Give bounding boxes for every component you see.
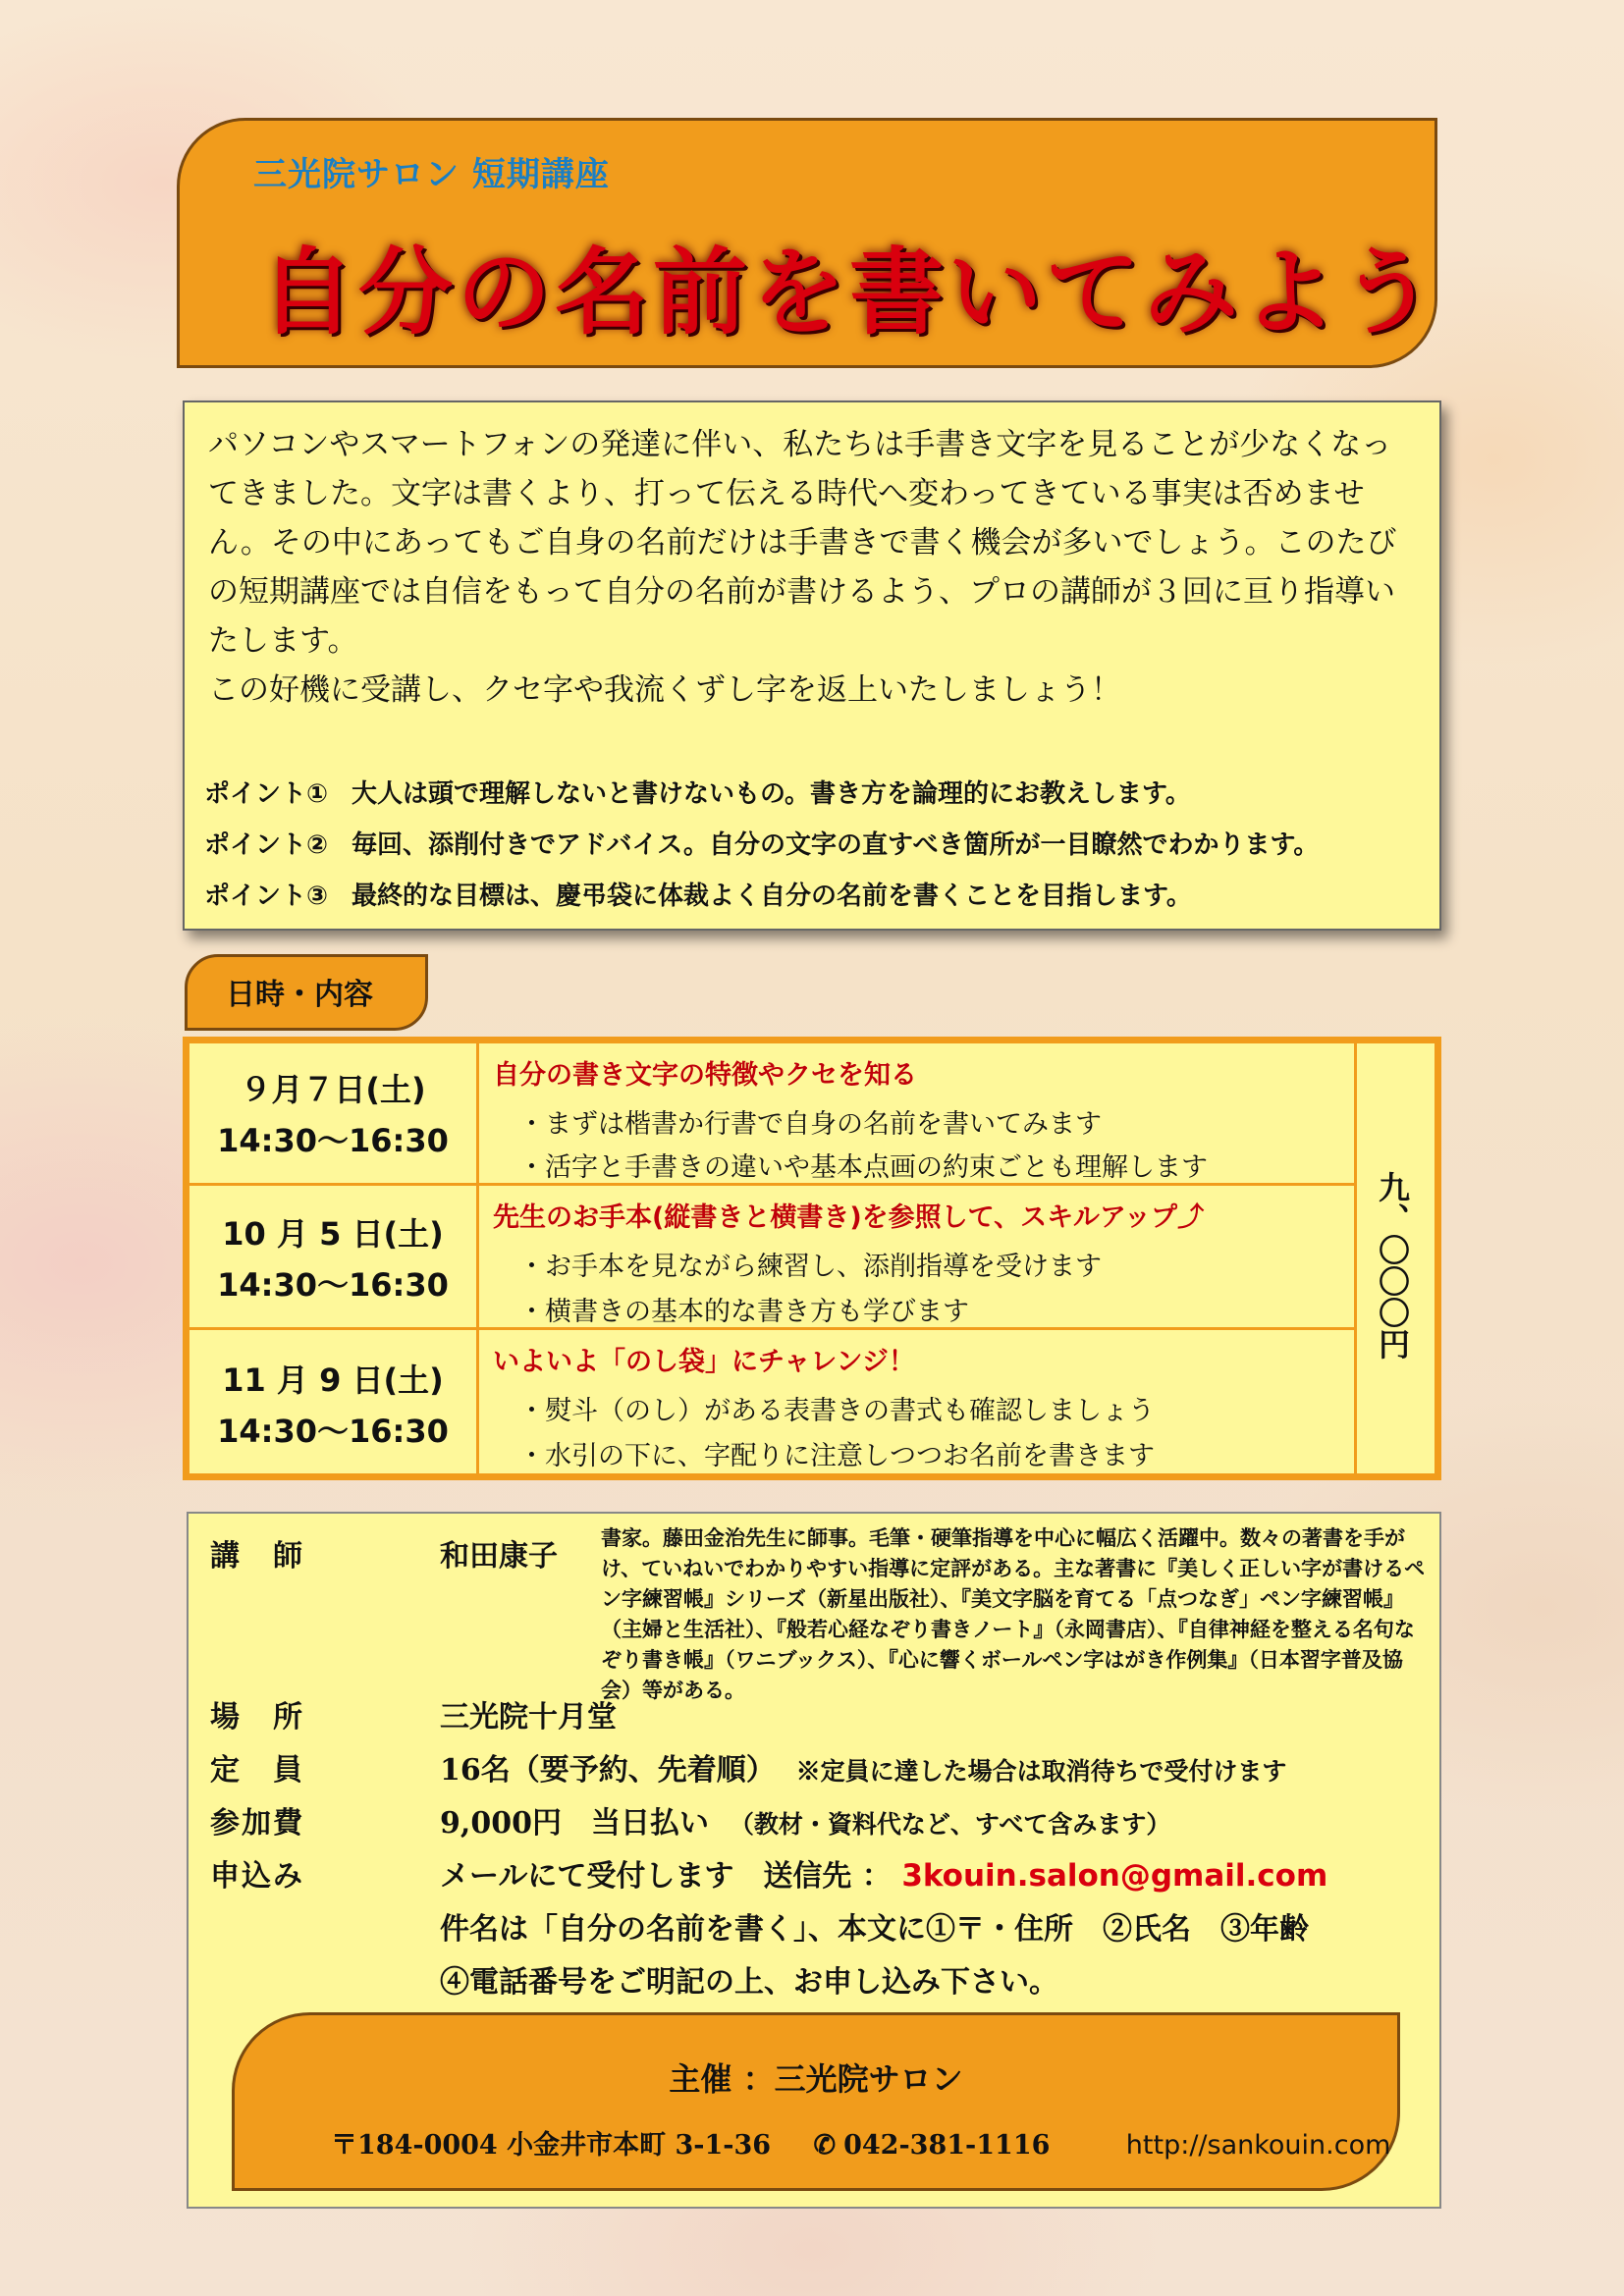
organizer: 主催 ：三光院サロン: [669, 2060, 963, 2098]
session-title: いよいよ「のし袋」にチャレンジ！: [493, 1347, 915, 1377]
schedule-tab-label: 日時・内容: [226, 978, 373, 1012]
apply-instructions: 件名は「自分の名前を書く」、本文に①〒・住所 ②氏名 ③年齢: [440, 1912, 1309, 1947]
session-date: 10 月 5 日(土): [222, 1215, 444, 1253]
session-time: 14:30～16:30: [217, 1266, 449, 1304]
phone-icon: ✆: [813, 2130, 837, 2161]
session-item: ・熨斗（のし）がある表書きの書式も確認しましょう: [518, 1396, 1155, 1426]
price: 九、〇〇〇円: [1374, 1171, 1411, 1360]
point-label: ポイント②: [204, 830, 329, 860]
apply-method: メールにて受付します 送信先 ：: [440, 1859, 892, 1894]
session-item: ・水引の下に、字配りに注意しつつお名前を書きます: [518, 1441, 1155, 1471]
point-1: [204, 774, 1191, 810]
place-value: 三光院十月堂: [440, 1700, 617, 1735]
session-time: 14:30～16:30: [217, 1122, 449, 1159]
place-label: 場 所: [210, 1700, 304, 1735]
intro-panel: [183, 400, 1441, 931]
session-item: ・まずは楷書か行書で自身の名前を書いてみます: [518, 1109, 1102, 1140]
capacity-note: ※定員に達した場合は取消待ちで受付けます: [795, 1757, 1287, 1786]
capacity-text: 16名（要予約、先着順）: [440, 1753, 776, 1788]
point-text: 大人は頭で理解しないと書けないもの。書き方を論理的にお教えします。: [352, 779, 1191, 809]
apply-label: 申込み: [210, 1859, 304, 1894]
page-title: 自分の名前を書いてみよう: [260, 237, 1438, 347]
session-item: ・横書きの基本的な書き方も学びます: [518, 1297, 969, 1327]
session-date: ９月７日(土): [240, 1071, 426, 1108]
point-3: [204, 876, 1192, 912]
session-date-cell: [187, 1327, 479, 1476]
capacity-value: [440, 1745, 1286, 1789]
point-label: ポイント③: [204, 881, 329, 911]
phone: [813, 2130, 1083, 2161]
apply-instructions-2: ④電話番号をご明記の上、お申し込み下さい。: [440, 1965, 1058, 2000]
organizer-banner: [232, 2012, 1400, 2191]
email-link[interactable]: 3kouin.salon@gmail.com: [901, 1858, 1328, 1894]
fee-text: 9,000円 当日払い: [440, 1806, 709, 1841]
session-title: 先生のお手本(縦書きと横書き)を参照して、スキルアップ⤴: [493, 1202, 1204, 1233]
instructor-label: 講 師: [210, 1539, 304, 1574]
apply-value: [440, 1851, 1327, 1895]
session-time: 14:30～16:30: [217, 1413, 449, 1450]
fee-label: 参加費: [210, 1806, 304, 1841]
website-link[interactable]: http://sankouin.com: [1125, 2130, 1391, 2161]
point-2: [204, 825, 1319, 861]
course-subtitle: 三光院サロン 短期講座: [253, 155, 610, 194]
session-item: ・お手本を見ながら練習し、添削指導を受けます: [518, 1252, 1102, 1282]
session-date-cell: [187, 1041, 479, 1186]
point-text: 毎回、添削付きでアドバイス。自分の文字の直すべき箇所が一目瞭然でわかります。: [352, 830, 1320, 860]
fee-note: （教材・資料代など、すべて含みます）: [729, 1810, 1171, 1839]
session-content-cell: [476, 1327, 1357, 1476]
fee-value: [440, 1798, 1170, 1842]
intro-paragraph: パソコンやスマートフォンの発達に伴い、私たちは手書き文字を見ることが少なくなってきました。文字は書くより、打って伝える時代へ変わってきている事実は否めません。その中にあってもご自身の名前だけは手書きで書く機会が多いでしょう。このたびの短期講座では自信をもって自分の名前が書けるよう、プロの講師が３回に亘り指導いたします。 この好機に受講し、クセ字や我流くずし字を返上いたしましょう！: [208, 427, 1397, 708]
address: 〒184-0004 小金井市本町 3-1-36: [331, 2130, 772, 2161]
session-title: 自分の書き文字の特徴やクセを知る: [493, 1060, 917, 1091]
details-panel: [187, 1512, 1441, 2209]
instructor-name: 和田康子: [440, 1539, 558, 1574]
session-item: ・活字と手書きの違いや基本点画の約束ごとも理解します: [518, 1152, 1208, 1183]
session-content-cell: [476, 1183, 1357, 1330]
point-text: 最終的な目標は、慶弔袋に体裁よく自分の名前を書くことを目指します。: [352, 881, 1192, 911]
phone-number: 042-381-1116: [843, 2130, 1051, 2161]
capacity-label: 定 員: [210, 1753, 304, 1788]
instructor-bio: 書家。藤田金治先生に師事。毛筆・硬筆指導を中心に幅広く活躍中。数々の著書を手がけ、ていねいでわかりやすい指導に定評がある。主な著書に『美しく正しい字が書けるペン字練習帳』シリーズ（新星出版社）、『美文字脳を育てる「点つなぎ」ペン字練習帳』（主婦と生活社）、『般若心経なぞり書きノート』（永岡書店）、『自律神経を整える名句なぞり書き帳』（ワニブックス）、『心に響くボールペン字はがき作例集』（日本習字普及協会）等がある。: [601, 1526, 1426, 1702]
schedule-table: [183, 1037, 1441, 1480]
price-cell: [1354, 1041, 1437, 1476]
session-date: 11 月 9 日(土): [222, 1362, 444, 1399]
session-date-cell: [187, 1183, 479, 1330]
contact-info: [331, 2123, 1424, 2162]
session-content-cell: [476, 1041, 1357, 1186]
point-label: ポイント①: [204, 779, 329, 809]
